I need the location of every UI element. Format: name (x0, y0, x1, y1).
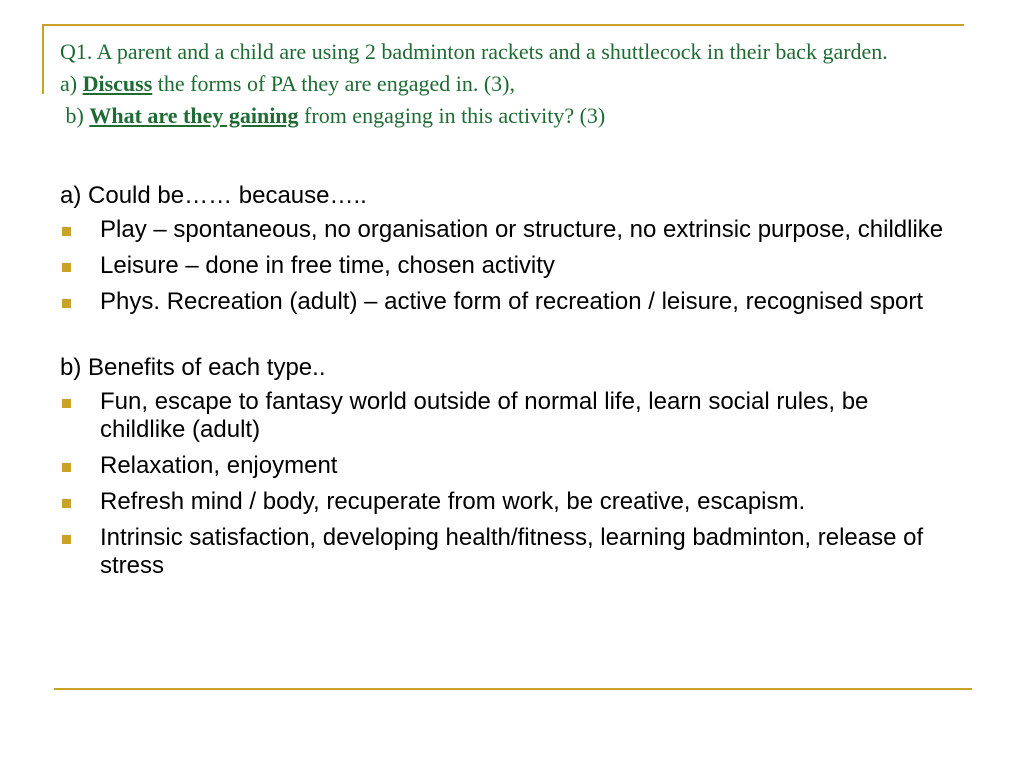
section-a-list (60, 216, 960, 316)
square-bullet-icon (62, 263, 71, 272)
list-item (60, 488, 960, 516)
list-item-text: Relaxation, enjoyment (100, 452, 338, 479)
list-item (60, 252, 960, 280)
list-item-text: Fun, escape to fantasy world outside of normal life, learn social rules, be childlike (adult) (100, 388, 869, 443)
slide-content (60, 182, 960, 588)
question-text: Q1. A parent and a child are using 2 badminton rackets and a shuttlecock in their back garden. (60, 39, 888, 64)
section-a-heading: a) Could be…… because….. (60, 182, 367, 209)
list-item-text: Phys. Recreation (adult) – active form of recreation / leisure, recognised sport (100, 288, 924, 315)
list-item (60, 452, 960, 480)
square-bullet-icon (62, 399, 71, 408)
list-item (60, 216, 960, 244)
list-item (60, 524, 960, 580)
bottom-rule (54, 688, 972, 690)
square-bullet-icon (62, 227, 71, 236)
left-rule (42, 24, 44, 94)
part-b-rest: from engaging in this activity? (3) (298, 103, 606, 128)
list-item-text: Leisure – done in free time, chosen activity (100, 252, 555, 279)
section-b-heading: b) Benefits of each type.. (60, 354, 326, 381)
square-bullet-icon (62, 499, 71, 508)
list-item (60, 388, 960, 444)
part-a-rest: the forms of PA they are engaged in. (3), (152, 71, 515, 96)
part-a-command-word: Discuss (82, 71, 153, 96)
section-b-list (60, 388, 960, 580)
square-bullet-icon (62, 463, 71, 472)
list-item-text: Intrinsic satisfaction, developing health/fitness, learning badminton, release of stress (100, 524, 924, 579)
top-rule (42, 24, 964, 26)
part-b-command-phrase: What are they gaining (89, 103, 299, 128)
part-a-prefix: a) (60, 71, 83, 96)
square-bullet-icon (62, 535, 71, 544)
list-item-text: Refresh mind / body, recuperate from work, be creative, escapism. (100, 488, 806, 515)
question-part-b (60, 100, 970, 132)
part-b-prefix: b) (60, 103, 90, 128)
list-item (60, 288, 960, 316)
square-bullet-icon (62, 299, 71, 308)
list-item-text: Play – spontaneous, no organisation or structure, no extrinsic purpose, childlike (100, 216, 944, 243)
slide-title (60, 36, 970, 132)
question-part-a (60, 68, 970, 100)
